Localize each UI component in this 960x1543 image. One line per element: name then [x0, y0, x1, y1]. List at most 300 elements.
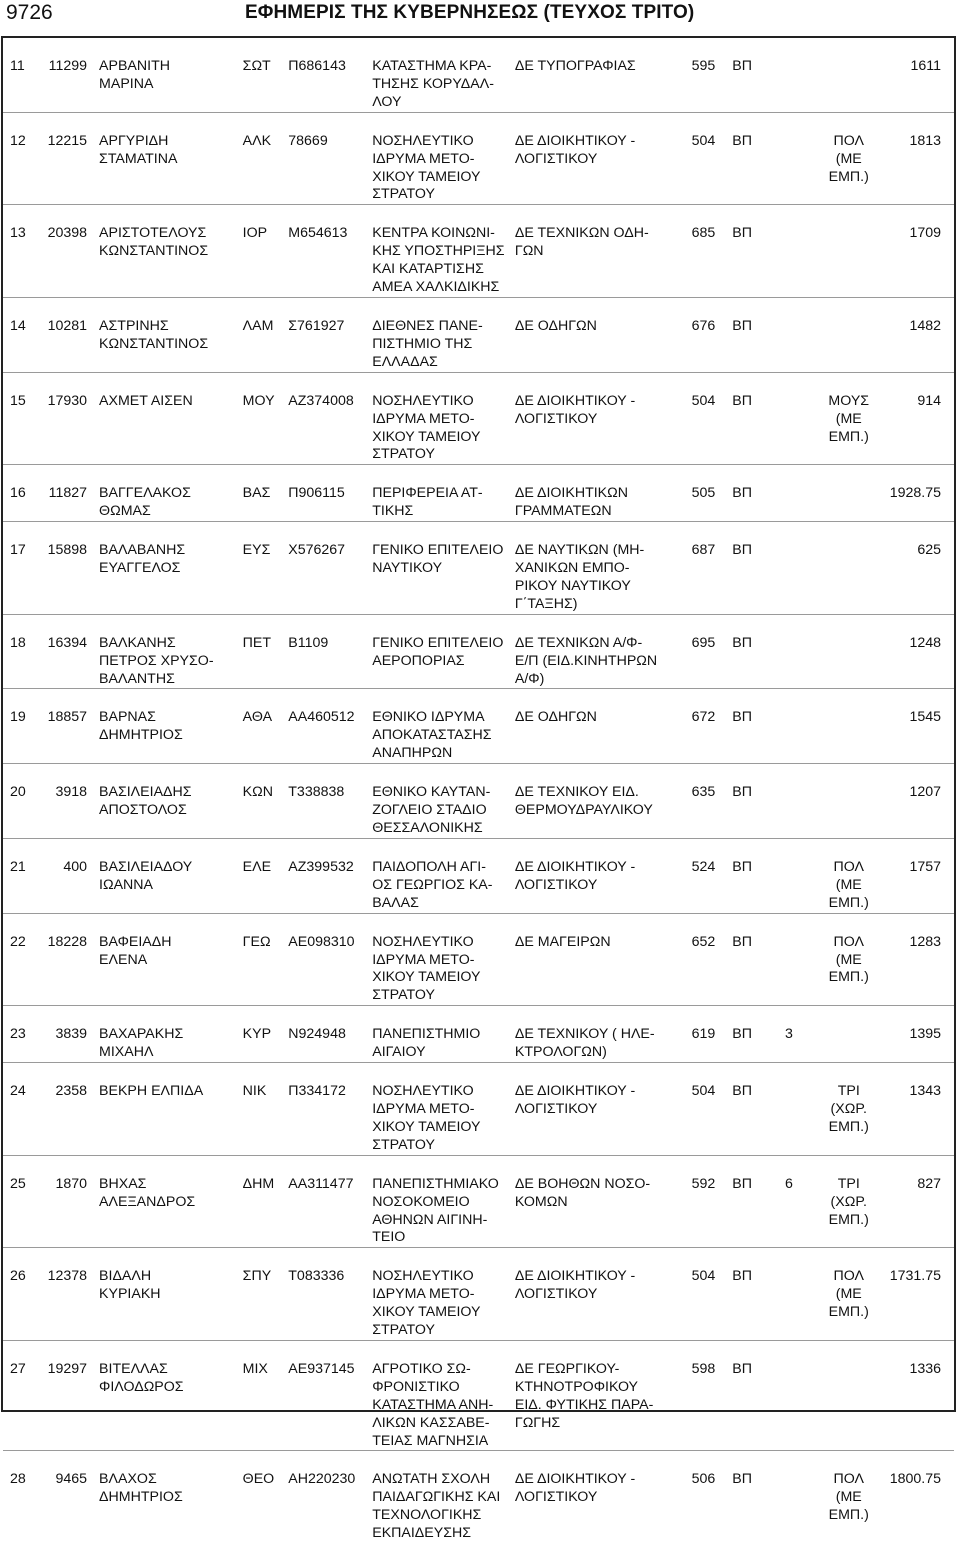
condition-line: ΕΜΠ.)	[828, 428, 869, 445]
points: 652	[691, 933, 716, 950]
id-card-number-cell	[288, 764, 372, 838]
condition-cell	[823, 1340, 880, 1450]
points-cell	[672, 112, 722, 204]
father-name-code: ΠΕΤ	[242, 634, 272, 651]
organization-line: ΑΙΓΑΙΟΥ	[372, 1044, 426, 1061]
registry-number-cell	[41, 465, 95, 521]
id-card-number-cell	[288, 1451, 372, 1543]
total-score: 1482	[909, 317, 941, 334]
candidate-name-cell	[95, 38, 237, 112]
total-score: 1248	[909, 634, 941, 651]
points: 595	[691, 58, 716, 74]
condition-line: ΜΟΥΣ	[828, 392, 870, 409]
candidate-name-line: ΒΑΧΑΡΑΚΗΣ	[99, 1026, 184, 1043]
registry-number: 20398	[47, 225, 88, 242]
candidate-name-cell	[95, 614, 237, 688]
id-card-number-cell	[288, 838, 372, 912]
row-number: 18	[10, 634, 26, 651]
total-score-cell	[880, 1248, 954, 1340]
total-score-cell	[880, 689, 954, 763]
organization-line: ΓΕΝΙΚΟ ΕΠΙΤΕΛΕΙΟ	[372, 542, 504, 559]
category: ΒΠ	[732, 858, 752, 875]
candidate-name-line: ΑΧΜΕΤ ΑΙΣΕΝ	[99, 392, 193, 409]
specialty-line: ΔΕ ΓΕΩΡΓΙΚΟΥ-	[514, 1360, 620, 1377]
category-cell	[721, 689, 785, 763]
row-number: 19	[10, 709, 26, 726]
category: ΒΠ	[732, 1083, 752, 1100]
points-cell	[672, 764, 722, 838]
id-card-number-cell	[288, 465, 372, 521]
registry-number-cell	[41, 1155, 95, 1247]
condition-line: ΕΜΠ.)	[828, 969, 869, 986]
organization-line: ΑΓΡΟΤΙΚΟ ΣΩ-	[372, 1360, 471, 1377]
id-card-number: ΑΕ098310	[288, 933, 355, 950]
organization-line: ΠΕΡΙΦΕΡΕΙΑ ΑΤ-	[372, 485, 483, 502]
candidate-name-line: ΒΑΦΕΙΑΔΗ	[99, 933, 172, 950]
page-number: 9726	[6, 1, 53, 24]
points: 504	[691, 1083, 716, 1100]
specialty-line: ΔΕ ΔΙΟΙΚΗΤΙΚΟΥ -	[514, 858, 636, 875]
total-score: 1709	[909, 225, 941, 242]
condition-cell	[823, 205, 880, 297]
registry-number: 18857	[47, 709, 88, 726]
condition-cell	[823, 614, 880, 688]
candidate-name-line: ΒΑΡΝΑΣ	[99, 709, 156, 726]
candidate-name-cell	[95, 913, 237, 1005]
total-score: 1343	[909, 1083, 941, 1100]
specialty-line: ΔΕ ΟΔΗΓΩΝ	[514, 317, 597, 334]
category: ΒΠ	[732, 132, 752, 149]
points-cell	[672, 1006, 722, 1062]
category: ΒΠ	[732, 1471, 752, 1488]
total-score-cell	[880, 205, 954, 297]
specialty-line: ΔΕ ΜΑΓΕΙΡΩΝ	[514, 933, 611, 950]
organization-line: ΝΟΣΗΛΕΥΤΙΚΟ	[372, 933, 474, 950]
category: ΒΠ	[732, 634, 752, 651]
points-cell	[672, 205, 722, 297]
row-number: 24	[10, 1083, 26, 1100]
candidate-name-cell	[95, 764, 237, 838]
specialty-cell	[515, 1451, 672, 1543]
candidate-name-line: ΒΑΓΓΕΛΑΚΟΣ	[99, 485, 191, 502]
organization-line: ΠΑΙΔΟΠΟΛΗ ΑΓΙ-	[372, 858, 486, 875]
registry-number: 2358	[55, 1083, 88, 1100]
points: 592	[691, 1175, 716, 1192]
id-card-number-cell	[288, 205, 372, 297]
total-score-cell	[880, 1063, 954, 1155]
category-cell	[721, 372, 785, 464]
table-row	[3, 764, 954, 838]
page-header	[0, 0, 960, 37]
candidate-name-line: ΑΡΒΑΝΙΤΗ	[99, 58, 170, 74]
candidate-name-line: ΒΑΣΙΛΕΙΑΔΗΣ	[99, 784, 192, 801]
condition-cell	[823, 1063, 880, 1155]
registry-number-cell	[41, 1340, 95, 1450]
father-name-code-cell	[237, 205, 289, 297]
candidate-name-cell	[95, 112, 237, 204]
extra-value-cell	[785, 1006, 823, 1062]
registry-number: 16394	[47, 634, 88, 651]
organization-line: ΣΤΡΑΤΟΥ	[372, 987, 435, 1004]
organization-line: ΓΕΝΙΚΟ ΕΠΙΤΕΛΕΙΟ	[372, 634, 504, 651]
organization-line: ΝΟΣΗΛΕΥΤΙΚΟ	[372, 392, 474, 409]
organization-line: ΣΤΡΑΤΟΥ	[372, 446, 435, 463]
total-score-cell	[880, 1451, 954, 1543]
father-name-code: ΓΕΩ	[242, 933, 271, 950]
organization-cell	[372, 764, 515, 838]
organization-line: ΘΕΣΣΑΛΟΝΙΚΗΣ	[372, 820, 483, 836]
total-score: 914	[917, 392, 941, 409]
condition-cell	[823, 372, 880, 464]
condition-line: ΠΟΛ	[833, 1471, 864, 1488]
organization-line: ΠΑΙΔΑΓΩΓΙΚΗΣ ΚΑΙ	[372, 1489, 501, 1506]
father-name-code-cell	[237, 1155, 289, 1247]
row-number-cell	[3, 689, 41, 763]
father-name-code-cell	[237, 297, 289, 371]
organization-line: ΝΑΥΤΙΚΟΥ	[372, 560, 443, 577]
category: ΒΠ	[732, 1175, 752, 1192]
points-cell	[672, 614, 722, 688]
table-row	[3, 1155, 954, 1247]
organization-line: ΕΘΝΙΚΟ ΚΑΥΤΑΝ-	[372, 784, 491, 801]
father-name-code-cell	[237, 522, 289, 614]
organization-line: ΝΟΣΗΛΕΥΤΙΚΟ	[372, 1268, 474, 1285]
condition-line: ΠΟΛ	[833, 858, 864, 875]
row-number: 23	[10, 1026, 26, 1043]
organization-line: ΕΛΛΑΔΑΣ	[372, 353, 438, 370]
specialty-line: ΚΤΗΝΟΤΡΟΦΙΚΟΥ	[514, 1378, 639, 1395]
id-card-number-cell	[288, 372, 372, 464]
id-card-number-cell	[288, 913, 372, 1005]
specialty-line: ΔΕ ΤΕΧΝΙΚΟΥ ( ΗΛΕ-	[514, 1026, 655, 1043]
condition-line: ΤΡΙ	[837, 1175, 860, 1192]
father-name-code-cell	[237, 112, 289, 204]
row-number: 25	[10, 1175, 26, 1192]
organization-cell	[372, 1006, 515, 1062]
id-card-number: Π686143	[288, 58, 346, 74]
organization-line: ΣΤΡΑΤΟΥ	[372, 1322, 435, 1339]
extra-value-cell	[785, 1340, 823, 1450]
specialty-line: ΔΕ ΤΕΧΝΙΚΟΥ ΕΙΔ.	[514, 784, 639, 801]
organization-cell	[372, 297, 515, 371]
total-score: 827	[917, 1175, 941, 1192]
registry-number-cell	[41, 1063, 95, 1155]
specialty-cell	[515, 1248, 672, 1340]
father-name-code: ΕΥΣ	[242, 542, 271, 559]
id-card-number: Π334172	[288, 1083, 346, 1100]
extra-value-cell	[785, 1451, 823, 1543]
id-card-number-cell	[288, 522, 372, 614]
organization-line: ΚΑΙ ΚΑΤΑΡΤΙΣΗΣ	[372, 261, 484, 278]
specialty-cell	[515, 1155, 672, 1247]
specialty-line: ΔΕ ΔΙΟΙΚΗΤΙΚΟΥ -	[514, 1268, 636, 1285]
category: ΒΠ	[732, 225, 752, 242]
registry-number: 10281	[47, 317, 88, 334]
points-cell	[672, 1063, 722, 1155]
table-row	[3, 838, 954, 912]
id-card-number: Β1109	[288, 634, 329, 651]
specialty-line: ΔΕ ΤΥΠΟΓΡΑΦΙΑΣ	[514, 58, 636, 74]
candidate-name-line: ΕΥΑΓΓΕΛΟΣ	[99, 560, 181, 577]
total-score: 1336	[909, 1360, 941, 1377]
condition-line: (ΜΕ	[835, 1286, 862, 1303]
table-row	[3, 522, 954, 614]
points: 504	[691, 1268, 716, 1285]
condition-line: (ΧΩΡ.	[830, 1100, 867, 1117]
condition-cell	[823, 838, 880, 912]
candidate-name-cell	[95, 689, 237, 763]
category-cell	[721, 1155, 785, 1247]
organization-cell	[372, 372, 515, 464]
total-score-cell	[880, 297, 954, 371]
registry-number-cell	[41, 1248, 95, 1340]
candidate-name-line: ΚΩΝΣΤΑΝΤΙΝΟΣ	[99, 335, 209, 352]
specialty-cell	[515, 297, 672, 371]
id-card-number-cell	[288, 1248, 372, 1340]
organization-cell	[372, 522, 515, 614]
father-name-code-cell	[237, 913, 289, 1005]
condition-line: ΠΟΛ	[833, 132, 864, 149]
father-name-code: ΑΘΑ	[242, 709, 273, 726]
candidate-name-line: ΜΙΧΑΗΛ	[99, 1044, 154, 1061]
organization-line: ΣΤΡΑΤΟΥ	[372, 186, 435, 203]
candidate-name-cell	[95, 522, 237, 614]
candidate-name-line: ΒΛΑΧΟΣ	[99, 1471, 157, 1488]
father-name-code-cell	[237, 838, 289, 912]
father-name-code: ΚΥΡ	[242, 1026, 272, 1043]
points: 676	[691, 317, 716, 334]
specialty-line: Α/Φ)	[514, 670, 545, 687]
specialty-cell	[515, 205, 672, 297]
father-name-code-cell	[237, 372, 289, 464]
organization-line: ΕΚΠΑΙΔΕΥΣΗΣ	[372, 1525, 471, 1542]
results-table	[3, 38, 954, 1543]
specialty-line: ΔΕ ΤΕΧΝΙΚΩΝ ΟΔΗ-	[514, 225, 649, 242]
total-score-cell	[880, 838, 954, 912]
condition-line: ΕΜΠ.)	[828, 1118, 869, 1135]
registry-number-cell	[41, 297, 95, 371]
total-score: 625	[917, 542, 941, 559]
specialty-line: ΔΕ ΔΙΟΙΚΗΤΙΚΟΥ -	[514, 392, 636, 409]
registry-number-cell	[41, 522, 95, 614]
registry-number: 12215	[47, 132, 88, 149]
father-name-code: ΜΙΧ	[242, 1360, 268, 1377]
organization-line: ΑΕΡΟΠΟΡΙΑΣ	[372, 652, 465, 669]
table-row	[3, 205, 954, 297]
specialty-line: ΛΟΓΙΣΤΙΚΟΥ	[514, 876, 598, 893]
id-card-number-cell	[288, 1006, 372, 1062]
father-name-code: ΜΟΥ	[242, 392, 275, 409]
candidate-name-line: ΕΛΕΝΑ	[99, 951, 148, 968]
organization-line: ΠΑΝΕΠΙΣΤΗΜΙΑΚΟ	[372, 1175, 499, 1192]
registry-number-cell	[41, 764, 95, 838]
registry-number: 12378	[47, 1268, 88, 1285]
father-name-code-cell	[237, 38, 289, 112]
extra-value-cell	[785, 1155, 823, 1247]
registry-number: 19297	[47, 1360, 88, 1377]
father-name-code-cell	[237, 465, 289, 521]
condition-cell	[823, 522, 880, 614]
total-score-cell	[880, 1006, 954, 1062]
row-number-cell	[3, 112, 41, 204]
specialty-line: ΔΕ ΟΔΗΓΩΝ	[514, 709, 597, 726]
organization-cell	[372, 1340, 515, 1450]
points: 695	[691, 634, 716, 651]
points-cell	[672, 838, 722, 912]
organization-line: ΤΕΙΟ	[372, 1229, 406, 1246]
id-card-number: Μ654613	[288, 225, 348, 242]
specialty-line: ΔΕ ΔΙΟΙΚΗΤΙΚΩΝ	[514, 485, 629, 502]
category-cell	[721, 913, 785, 1005]
organization-line: ΧΙΚΟΥ ΤΑΜΕΙΟΥ	[372, 1118, 481, 1135]
specialty-line: ΔΕ ΒΟΗΘΩΝ ΝΟΣΟ-	[514, 1175, 651, 1192]
extra-value-cell	[785, 764, 823, 838]
table-row	[3, 372, 954, 464]
row-number-cell	[3, 205, 41, 297]
candidate-name-cell	[95, 205, 237, 297]
category: ΒΠ	[732, 933, 752, 950]
condition-cell	[823, 1006, 880, 1062]
category: ΒΠ	[732, 1268, 752, 1285]
id-card-number: ΑΑ311477	[288, 1175, 354, 1192]
organization-line: ΕΘΝΙΚΟ ΙΔΡΥΜΑ	[372, 709, 485, 726]
id-card-number: Ν924948	[288, 1026, 346, 1043]
condition-line: (ΜΕ	[835, 876, 862, 893]
organization-line: ΚΑΤΑΣΤΗΜΑ ΑΝΗ-	[372, 1396, 494, 1413]
total-score-cell	[880, 522, 954, 614]
specialty-line: ΕΙΔ. ΦΥΤΙΚΗΣ ΠΑΡΑ-	[514, 1396, 654, 1413]
category: ΒΠ	[732, 392, 752, 409]
organization-cell	[372, 465, 515, 521]
points-cell	[672, 297, 722, 371]
row-number: 12	[10, 132, 26, 149]
row-number: 14	[10, 317, 26, 334]
candidate-name-cell	[95, 297, 237, 371]
condition-cell	[823, 38, 880, 112]
id-card-number: Τ338838	[288, 784, 345, 801]
points: 505	[691, 485, 716, 502]
organization-line: ΦΡΟΝΙΣΤΙΚΟ	[372, 1378, 460, 1395]
specialty-cell	[515, 838, 672, 912]
condition-cell	[823, 913, 880, 1005]
specialty-line: ΔΕ ΤΕΧΝΙΚΩΝ Α/Φ-	[514, 634, 643, 651]
condition-line: ΕΜΠ.)	[828, 168, 869, 185]
organization-line: ΙΔΡΥΜΑ ΜΕΤΟ-	[372, 150, 475, 167]
category-cell	[721, 1006, 785, 1062]
candidate-name-line: ΑΡΓΥΡΙΔΗ	[99, 132, 169, 149]
specialty-line: ΡΙΚΟΥ ΝΑΥΤΙΚΟΥ	[514, 577, 631, 594]
registry-number-cell	[41, 838, 95, 912]
organization-line: ΑΝΩΤΑΤΗ ΣΧΟΛΗ	[372, 1471, 491, 1488]
category-cell	[721, 614, 785, 688]
candidate-name-line: ΑΡΙΣΤΟΤΕΛΟΥΣ	[99, 225, 207, 242]
condition-cell	[823, 465, 880, 521]
category-cell	[721, 838, 785, 912]
total-score: 1545	[909, 709, 941, 726]
points: 506	[691, 1471, 716, 1488]
id-card-number-cell	[288, 112, 372, 204]
specialty-cell	[515, 38, 672, 112]
organization-line: ΧΙΚΟΥ ΤΑΜΕΙΟΥ	[372, 969, 481, 986]
condition-line: (ΜΕ	[835, 951, 862, 968]
id-card-number: ΑΗ220230	[288, 1471, 356, 1488]
candidate-name-line: ΒΕΚΡΗ ΕΛΠΙΔΑ	[99, 1083, 204, 1100]
condition-line: ΕΜΠ.)	[828, 1507, 869, 1524]
id-card-number: Π906115	[288, 485, 345, 502]
candidate-name-line: ΘΩΜΑΣ	[99, 503, 151, 520]
extra-value-cell	[785, 112, 823, 204]
candidate-name-line: ΒΑΛΚΑΝΗΣ	[99, 634, 176, 651]
extra-value-cell	[785, 838, 823, 912]
row-number-cell	[3, 1063, 41, 1155]
organization-line: ΤΗΣΗΣ ΚΟΡΥΔΑΛ-	[372, 75, 494, 92]
specialty-line: Ε/Π (ΕΙΔ.ΚΙΝΗΤΗΡΩΝ	[514, 652, 658, 669]
candidate-name-line: ΦΙΛΟΔΩΡΟΣ	[99, 1378, 184, 1395]
organization-line: ΝΟΣΗΛΕΥΤΙΚΟ	[372, 132, 474, 149]
organization-cell	[372, 1248, 515, 1340]
category-cell	[721, 764, 785, 838]
father-name-code-cell	[237, 689, 289, 763]
category: ΒΠ	[732, 709, 752, 726]
points: 672	[691, 709, 716, 726]
organization-cell	[372, 1451, 515, 1543]
registry-number-cell	[41, 38, 95, 112]
id-card-number-cell	[288, 1063, 372, 1155]
candidate-name-line: ΜΑΡΙΝΑ	[99, 75, 154, 92]
total-score: 1611	[910, 58, 941, 74]
points-cell	[672, 689, 722, 763]
id-card-number-cell	[288, 1340, 372, 1450]
extra-value-cell	[785, 372, 823, 464]
candidate-name-cell	[95, 1451, 237, 1543]
registry-number-cell	[41, 1006, 95, 1062]
specialty-line: ΛΟΓΙΣΤΙΚΟΥ	[514, 1286, 598, 1303]
specialty-cell	[515, 522, 672, 614]
total-score-cell	[880, 614, 954, 688]
specialty-line: ΔΕ ΝΑΥΤΙΚΩΝ (ΜΗ-	[514, 542, 645, 559]
organization-cell	[372, 205, 515, 297]
father-name-code: ΘΕΟ	[242, 1471, 275, 1488]
row-number: 21	[10, 858, 26, 875]
father-name-code-cell	[237, 1340, 289, 1450]
condition-cell	[823, 297, 880, 371]
points-cell	[672, 1451, 722, 1543]
total-score: 1207	[909, 784, 941, 801]
category-cell	[721, 1340, 785, 1450]
organization-line: ΛΙΚΩΝ ΚΑΣΣΑΒΕ-	[372, 1414, 490, 1431]
condition-cell	[823, 1451, 880, 1543]
organization-line: ΤΙΚΗΣ	[372, 503, 414, 520]
row-number-cell	[3, 1155, 41, 1247]
condition-line: ΤΡΙ	[837, 1083, 860, 1100]
organization-cell	[372, 913, 515, 1005]
candidate-name-line: ΚΩΝΣΤΑΝΤΙΝΟΣ	[99, 243, 209, 260]
points-cell	[672, 465, 722, 521]
results-table-body	[3, 38, 954, 1543]
extra-value-cell	[785, 38, 823, 112]
father-name-code: ΑΛΚ	[242, 132, 272, 149]
father-name-code-cell	[237, 1006, 289, 1062]
registry-number-cell	[41, 372, 95, 464]
organization-cell	[372, 38, 515, 112]
points: 598	[691, 1360, 716, 1377]
organization-line: ΣΤΡΑΤΟΥ	[372, 1136, 435, 1153]
condition-line: ΕΜΠ.)	[828, 894, 869, 911]
condition-line: (ΜΕ	[835, 150, 862, 167]
father-name-code: ΚΩΝ	[242, 784, 273, 801]
specialty-line: ΘΕΡΜΟΥΔΡΑΥΛΙΚΟΥ	[514, 802, 653, 819]
organization-cell	[372, 614, 515, 688]
